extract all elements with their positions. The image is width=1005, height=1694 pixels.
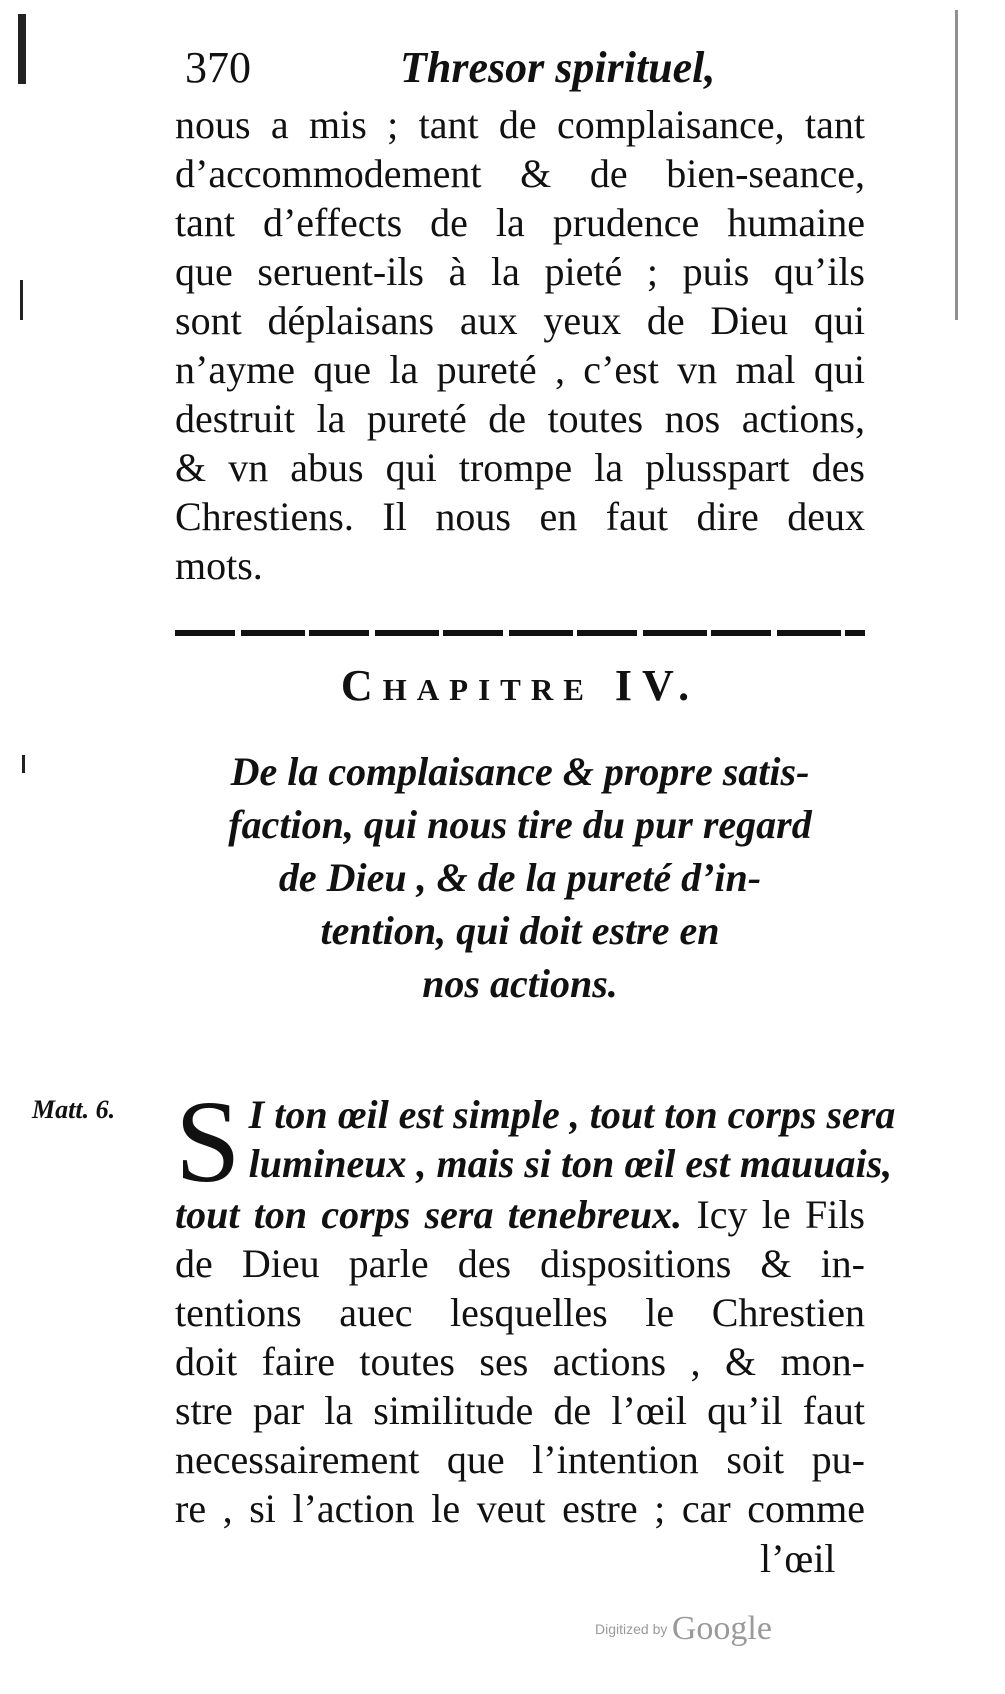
page-number: 370: [185, 43, 251, 92]
line-continuation: Icy le Fils: [682, 1192, 865, 1237]
drop-cap: S: [175, 1076, 241, 1207]
chapter-subtitle: [175, 745, 865, 1010]
paragraph-line: destruit la pureté de toutes nos actions,: [175, 396, 865, 441]
scan-edge-mark: [955, 10, 958, 320]
paragraph-line: necessairement que l’intention soit pu-: [175, 1437, 865, 1482]
margin-note: Matt. 6.: [32, 1095, 116, 1124]
paragraph-line: re , si l’action le veut estre ; car comme: [175, 1486, 865, 1531]
digitized-watermark: [595, 1610, 772, 1648]
chapter-rule: [175, 630, 865, 636]
paragraph-line: & vn abus qui trompe la plusspart des: [175, 445, 865, 490]
top-paragraph: [175, 100, 865, 590]
watermark-prefix: Digitized by: [595, 1621, 668, 1637]
subtitle-line: nos actions.: [422, 961, 618, 1006]
watermark-brand: Google: [671, 1610, 772, 1647]
chapter-heading: Chapitre IV.: [340, 661, 700, 710]
paragraph-line: lumineux , mais si ton œil est mauuais,: [248, 1141, 893, 1186]
paragraph-line: I ton œil est simple , tout ton corps sera: [248, 1092, 896, 1137]
paragraph-line: nous a mis ; tant de complaisance, tant: [175, 102, 865, 147]
italic-quote: tout ton corps sera tenebreux.: [175, 1192, 683, 1237]
paragraph-line: doit faire toutes ses actions , & mon-: [175, 1339, 865, 1384]
paragraph-line: tant d’effects de la prudence humaine: [175, 200, 865, 245]
scan-edge-mark: [22, 755, 25, 773]
paragraph-line: stre par la similitude de l’œil qu’il faut: [175, 1388, 865, 1433]
paragraph-line: n’ayme que la pureté , c’est vn mal qui: [175, 347, 865, 392]
paragraph-line: d’accommodement & de bien-seance,: [175, 151, 865, 196]
subtitle-line: tention, qui doit estre en: [320, 908, 720, 953]
paragraph-line: Chrestiens. Il nous en faut dire deux: [175, 494, 865, 539]
subtitle-line: de Dieu , & de la pureté d’in-: [278, 855, 762, 900]
subtitle-line: faction, qui nous tire du pur regard: [228, 802, 812, 847]
running-head: [185, 42, 865, 102]
subtitle-line: De la complaisance & propre satis-: [230, 749, 810, 794]
paragraph-line: tentions auec lesquelles le Chrestien: [175, 1290, 865, 1335]
paragraph-line: de Dieu parle des dispositions & in-: [175, 1241, 865, 1286]
paragraph-line: [175, 1190, 865, 1239]
running-title: Thresor spirituel,: [400, 43, 716, 92]
paragraph-line: mots.: [175, 543, 263, 588]
body-paragraph: [175, 1076, 896, 1533]
scan-edge-mark: [18, 14, 26, 84]
catchword: l’œil: [760, 1536, 836, 1581]
paragraph-line: sont déplaisans aux yeux de Dieu qui: [175, 298, 865, 343]
paragraph-line: que seruent-ils à la pieté ; puis qu’ils: [175, 249, 865, 294]
scan-edge-mark: [20, 280, 23, 320]
